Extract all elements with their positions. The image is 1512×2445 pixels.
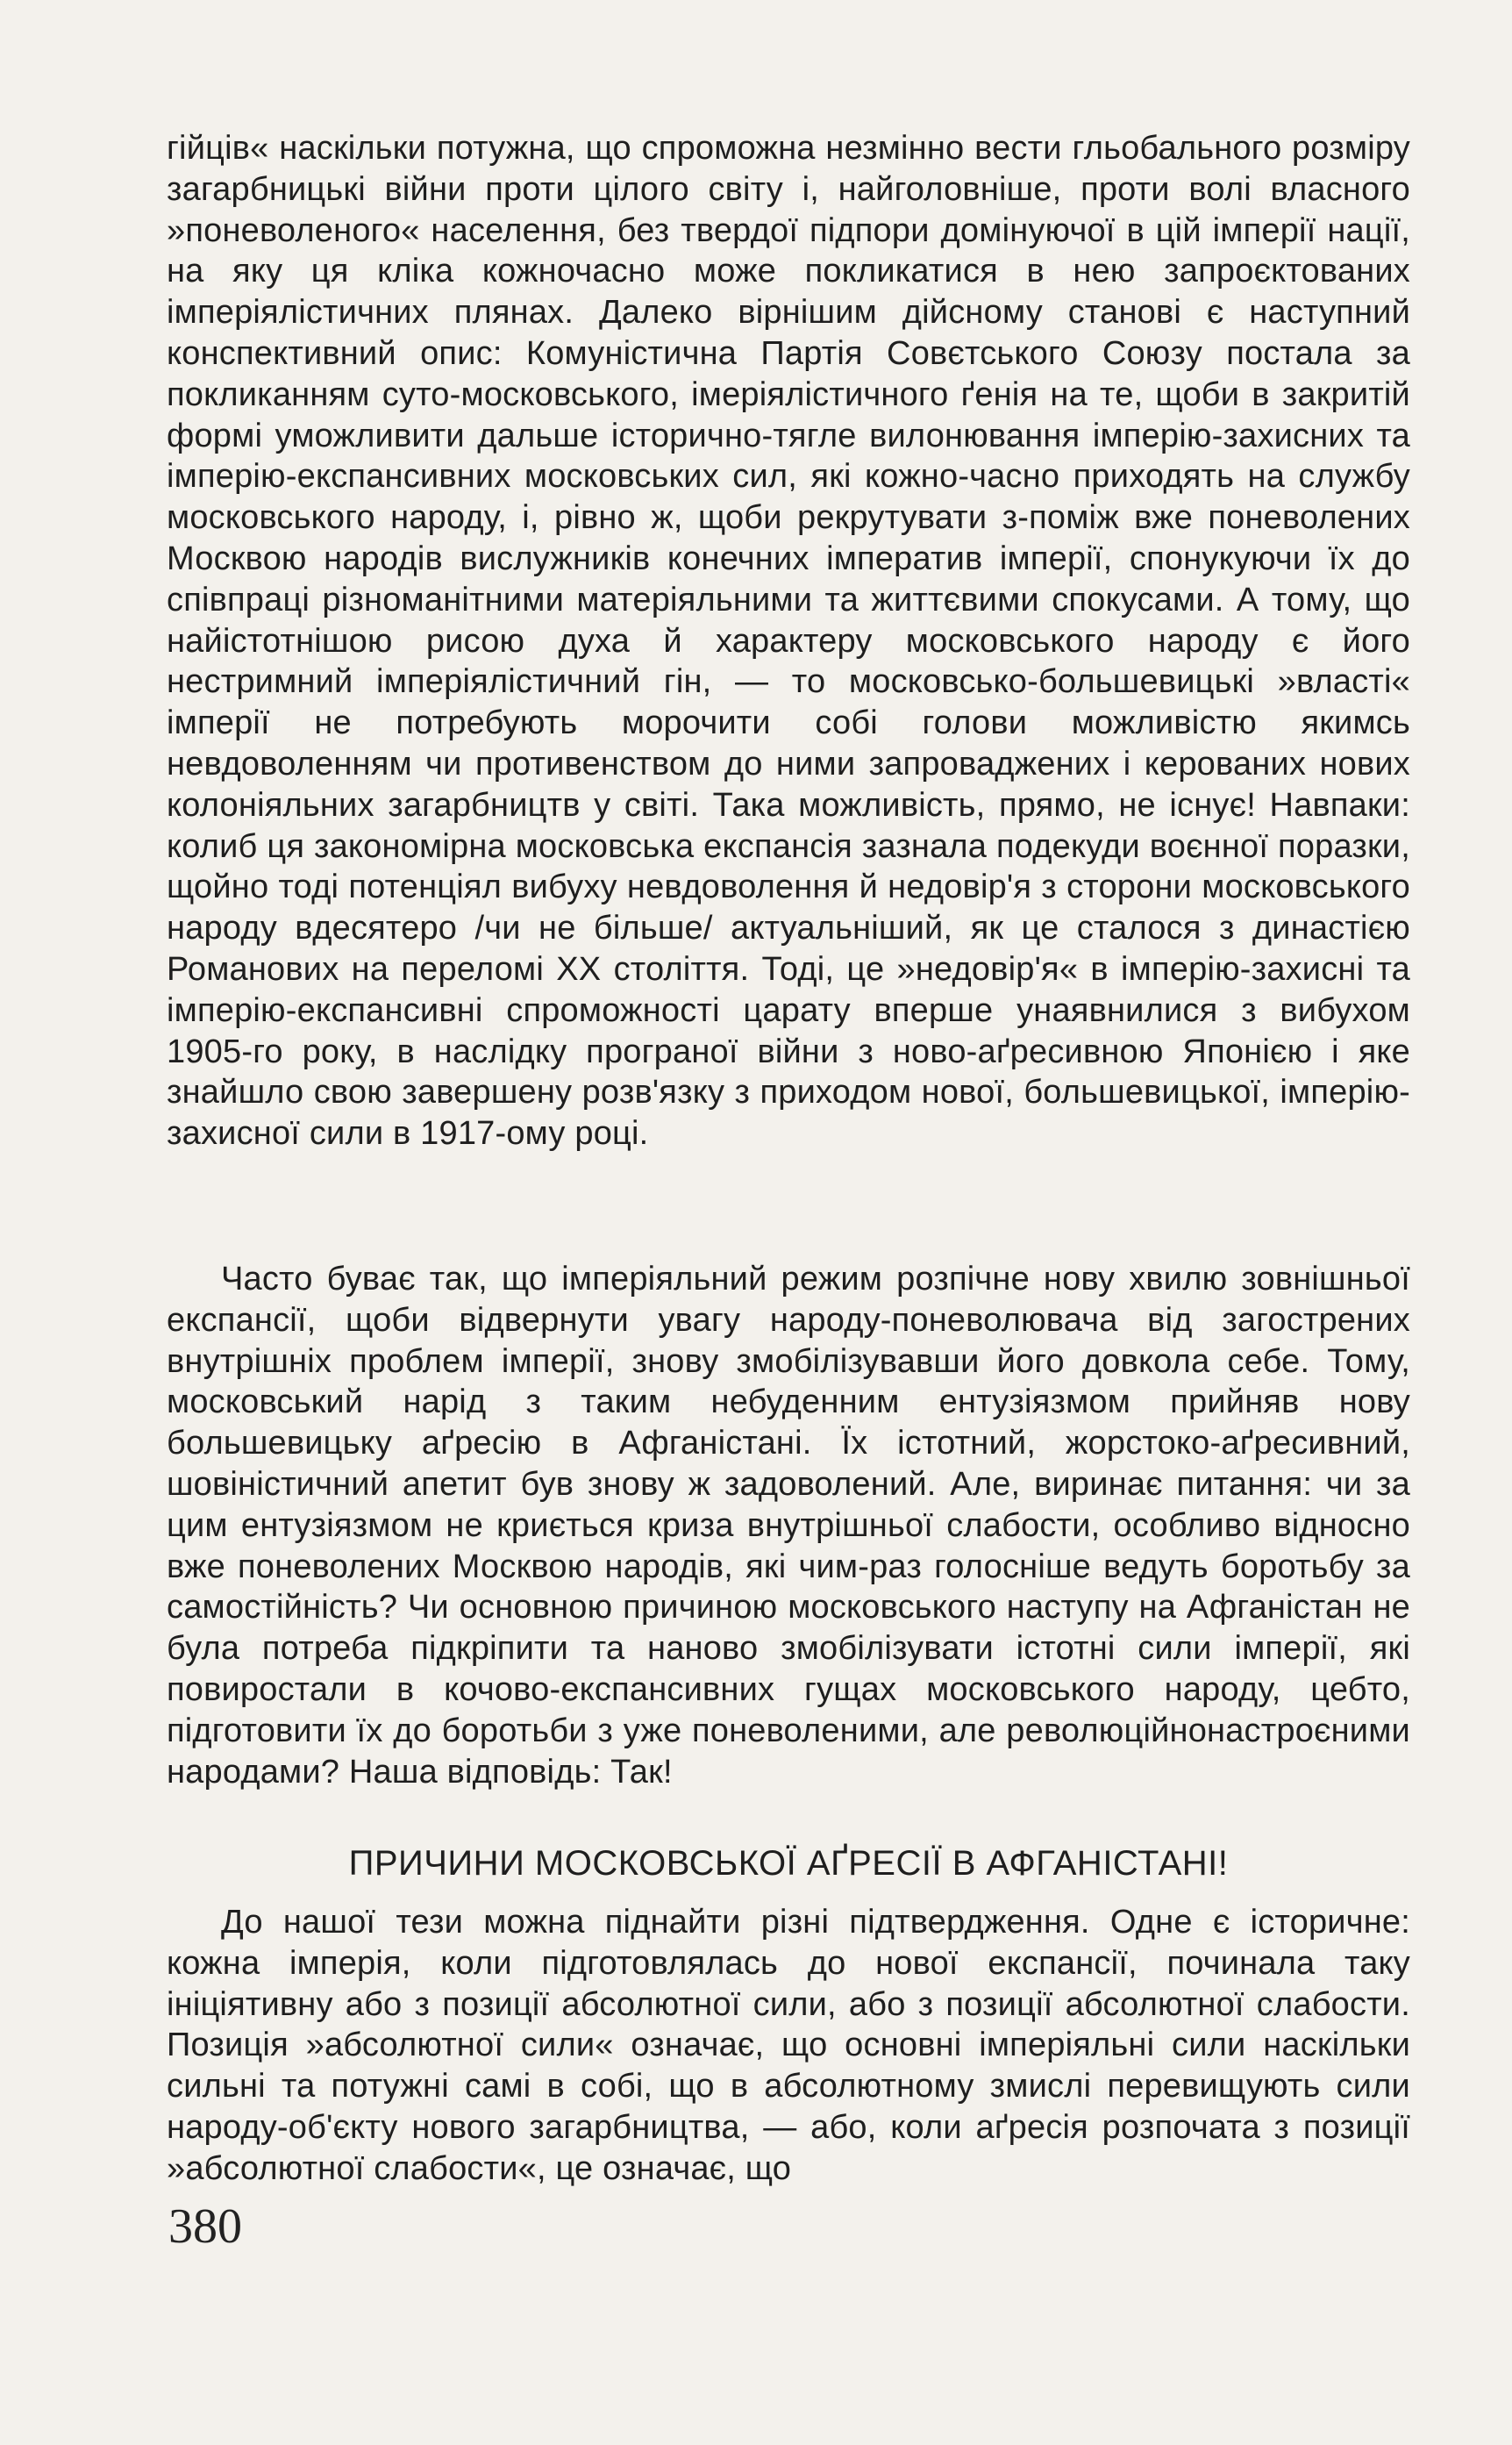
paragraph-text: Часто буває так, що імперіяльний режим розпічне нову хвилю зовнішньої експансії, щоби відвернути увагу народу-поневолювача від загострених внутрішніх проблем імперії, знову змобілізувавши його довкола себе. Тому, московський нарід з таким небуденним ентузіязмом прийняв нову большевицьку аґресію в Афганістані. Їх істотний, жорстоко-аґресивний, шовіністичний апетит був знову ж задоволений. Але, виринає питання: чи за цим ентузіязмом не криється криза внутрішньої слабости, особливо відносно вже поневолених Москвою народів, які чим-раз голосніше ведуть боротьбу за самостійність? Чи основною причиною московського наступу на Афганістан не була потреба підкріпити та наново змобілізувати істотні сили імперії, які повиростали в кочово-експансивних гущах московського народу, цебто, підготовити їх до боротьби з уже поневоленими, але революційнонастроєними народами? Наша відповідь: Так! bbox=[167, 1261, 1410, 1791]
paragraph bbox=[167, 1259, 1410, 1792]
paragraph-text: гійців« наскільки потужна, що спроможна незмінно вести гльобального розміру загарбницькі війни проти цілого світу і, найголовніше, проти волі власного »поневоленого« населення, без твердої підпори домінуючої в цій імперії нації, на яку ця кліка кожночасно може покликатися в нею запроєктованих імперіялістичних плянах. Далеко вірнішим дійсному станові є наступний конспективний опис: Комуністична Партія Совєтського Союзу постала за покликанням суто-московського, імеріялістичного ґенія на те, щоби в закритій формі уможливити дальше історично-тягле вилонювання імперію-захисних та імперію-експансивних московських сил, які кожно-часно приходять на службу московського народу, і, рівно ж, щоби рекрутувати з-поміж вже поневолених Москвою народів вислужників конечних імператив імперії, спонукуючи їх до співпраці різноманітними матеріяльними та життєвими спокусами. А тому, що найістотнішою рисою духа й характеру московського народу є його нестримний імперіялістичний гін, — то московсько-большевицькі »власті« імперії не потребують морочити собі голови можливістю якимсь невдоволенням чи противенством до ними запроваджених і керованих нових колоніяльних загарбництв у світі. Така можливість, прямо, не існує! Навпаки: колиб ця закономірна московська експансія зазнала подекуди воєнної поразки, щойно тоді потенціял вибуху невдоволення й недовір'я з сторони московського народу вдесятеро /чи не більше/ актуальніший, як це сталося з династією Романових на переломі XX століття. Тоді, це »недовір'я« в імперію-захисні та імперію-експансивні спроможності царату вперше унаявнилися з вибухом 1905-го року, в наслідку програної війни з ново-аґресивною Японією і яке знайшло свою завершену розв'язку з приходом нової, большевицької, імперію-захисної сили в 1917-ому році. bbox=[167, 130, 1410, 1153]
page-number: 380 bbox=[168, 2199, 242, 2254]
paragraph-continued bbox=[167, 128, 1410, 1155]
section-heading: ПРИЧИНИ МОСКОВСЬКОЇ АҐРЕСІЇ В АФГАНІСТАНІ! bbox=[348, 1844, 1229, 1883]
paragraph bbox=[167, 1902, 1410, 2190]
paragraph-text: До нашої тези можна піднайти різні підтвердження. Одне є історичне: кожна імперія, коли підготовлялась до нової експансії, починала таку ініціятивну або з позиції абсолютної сили, або з позиції абсолютної слабости. Позиція »абсолютної сили« означає, що основні імперіяльні сили наскільки сильні та потужні самі в собі, що в абсолютному змислі перевищують сили народу-об'єкту нового загарбництва, — або, коли аґресія розпочата з позиції »абсолютної слабости«, це означає, що bbox=[167, 1904, 1410, 2187]
